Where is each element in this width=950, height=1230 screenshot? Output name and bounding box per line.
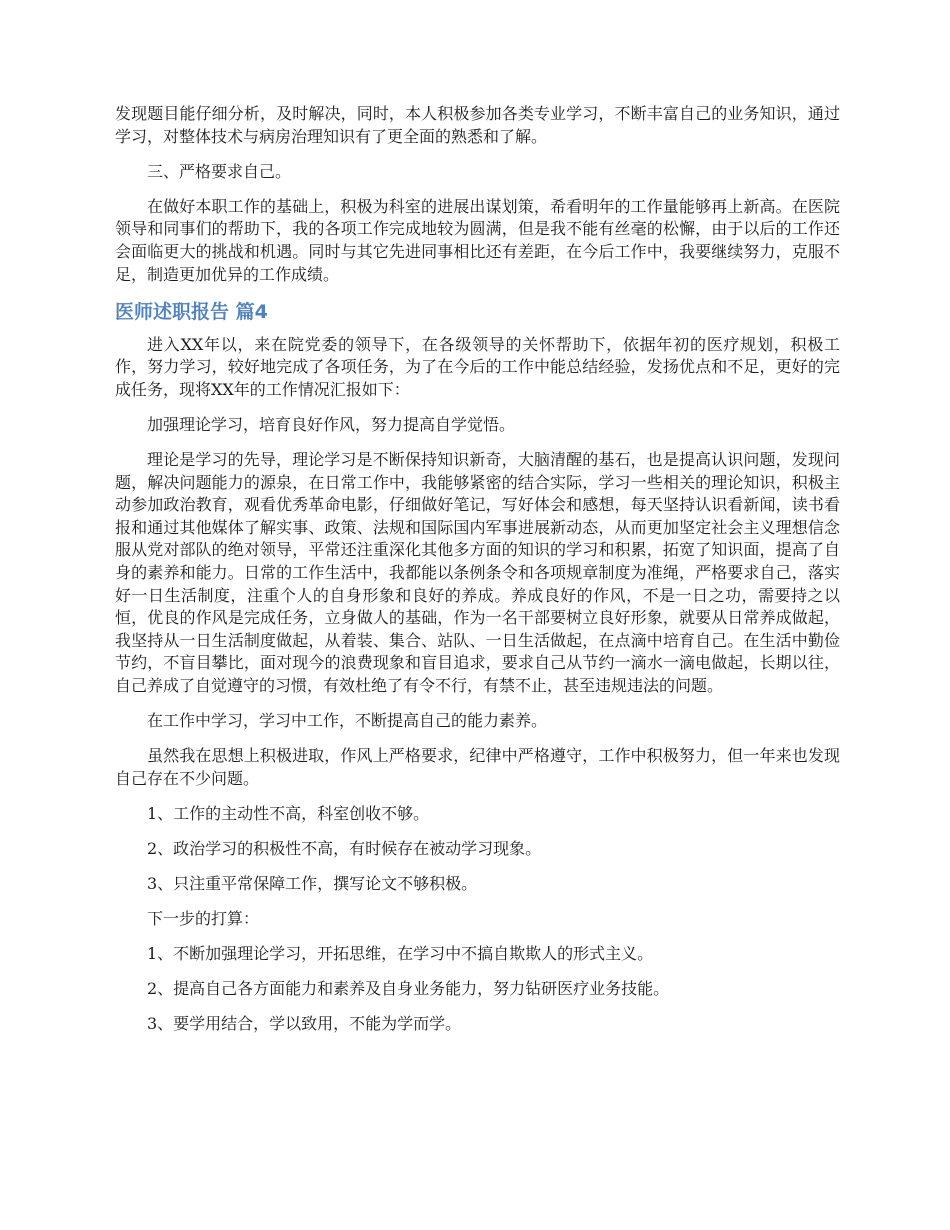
plan-item: 3、要学用结合，学以致用，不能为学而学。: [147, 1014, 462, 1034]
plan-item: 2、提高自己各方面能力和素养及自身业务能力，努力钻研医疗业务技能。: [147, 979, 670, 999]
plan-item: 1、不断加强理论学习，开拓思维，在学习中不搞自欺欺人的形式主义。: [147, 944, 654, 964]
paragraph-intro: 进入XX年以，来在院党委的领导下，在各级领导的关怀帮助下，依据年初的医疗规划，积极工作，努力学习，较好地完成了各项任务，为了在今后的工作中能总结经验，发扬优点和不足，更好的完成任务，现将XX年的工作情况汇报如下：: [115, 334, 840, 399]
report-heading: 医师述职报告 篇4: [115, 300, 268, 323]
problem-item: 2、政治学习的积极性不高，有时候存在被动学习现象。: [147, 838, 542, 858]
paragraph-theory: 理论是学习的先导，理论学习是不断保持知识新奇，大脑清醒的基石，也是提高认识问题，发现问题，解决问题能力的源泉，在日常工作中，我能够紧密的结合实际，学习一些相关的理论知识，积极主动参加政治教育，观看优秀革命电影，仔细做好笔记，写好体会和感想，每天坚持认识看新闻，读书看报和通过其他媒体了解实事、政策、法规和国际国内军事进展新动态，从而更加坚定社会主义理想信念服从党对部队的绝对领导，平常还注重深化其他多方面的知识的学习和积累，拓宽了知识面，提高了自身的素养和能力。日常的工作生活中，我都能以条例条令和各项规章制度为准绳，严格要求自己，落实好一日生活制度，注重个人的自身形象和良好的养成。养成良好的作风，不是一日之功，需要持之以恒，优良的作风是完成任务，立身做人的基础，作为一名干部要树立良好形象，就要从日常养成做起，我坚持从一日生活制度做起，从着装、集合、站队、一日生活做起，在点滴中培育自己。在生活中勤俭节约，不盲目攀比，面对现今的浪费现象和盲目追求，要求自己从节约一滴水一滴电做起，长期以往，自己养成了自觉遵守的习惯，有效杜绝了有令不行，有禁不止，甚至违规违法的问题。: [115, 450, 840, 695]
work-title: 在工作中学习，学习中工作，不断提高自己的能力素养。: [147, 711, 548, 731]
section-title-3: 三、严格要求自己。: [147, 161, 292, 181]
paragraph-problems-intro: 虽然我在思想上积极进取，作风上严格要求，纪律中严格遵守，工作中积极努力，但一年来也发现自己存在不少问题。: [115, 746, 840, 788]
plan-title: 下一步的打算：: [147, 909, 260, 929]
problem-item: 1、工作的主动性不高，科室创收不够。: [147, 803, 430, 823]
paragraph-section-3: 在做好本职工作的基础上，积极为科室的进展出谋划策，希看明年的工作量能够再上新高。在医院领导和同事们的帮助下，我的各项工作完成地较为圆满，但是我不能有丝毫的松懈，由于以后的工作还会面临更大的挑战和机遇。同时与其它先进同事相比还有差距，在今后工作中，我要继续努力，克服不足，制造更加优异的工作成绩。: [115, 196, 840, 284]
theory-title: 加强理论学习，培育良好作风，努力提高自学觉悟。: [147, 414, 516, 434]
problem-item: 3、只注重平常保障工作，撰写论文不够积极。: [147, 874, 478, 894]
paragraph-continued: 发现题目能仔细分析，及时解决，同时，本人积极参加各类专业学习，不断丰富自己的业务知识，通过学习，对整体技术与病房治理知识有了更全面的熟悉和了解。: [115, 104, 840, 146]
document-page: [115, 103, 840, 1049]
